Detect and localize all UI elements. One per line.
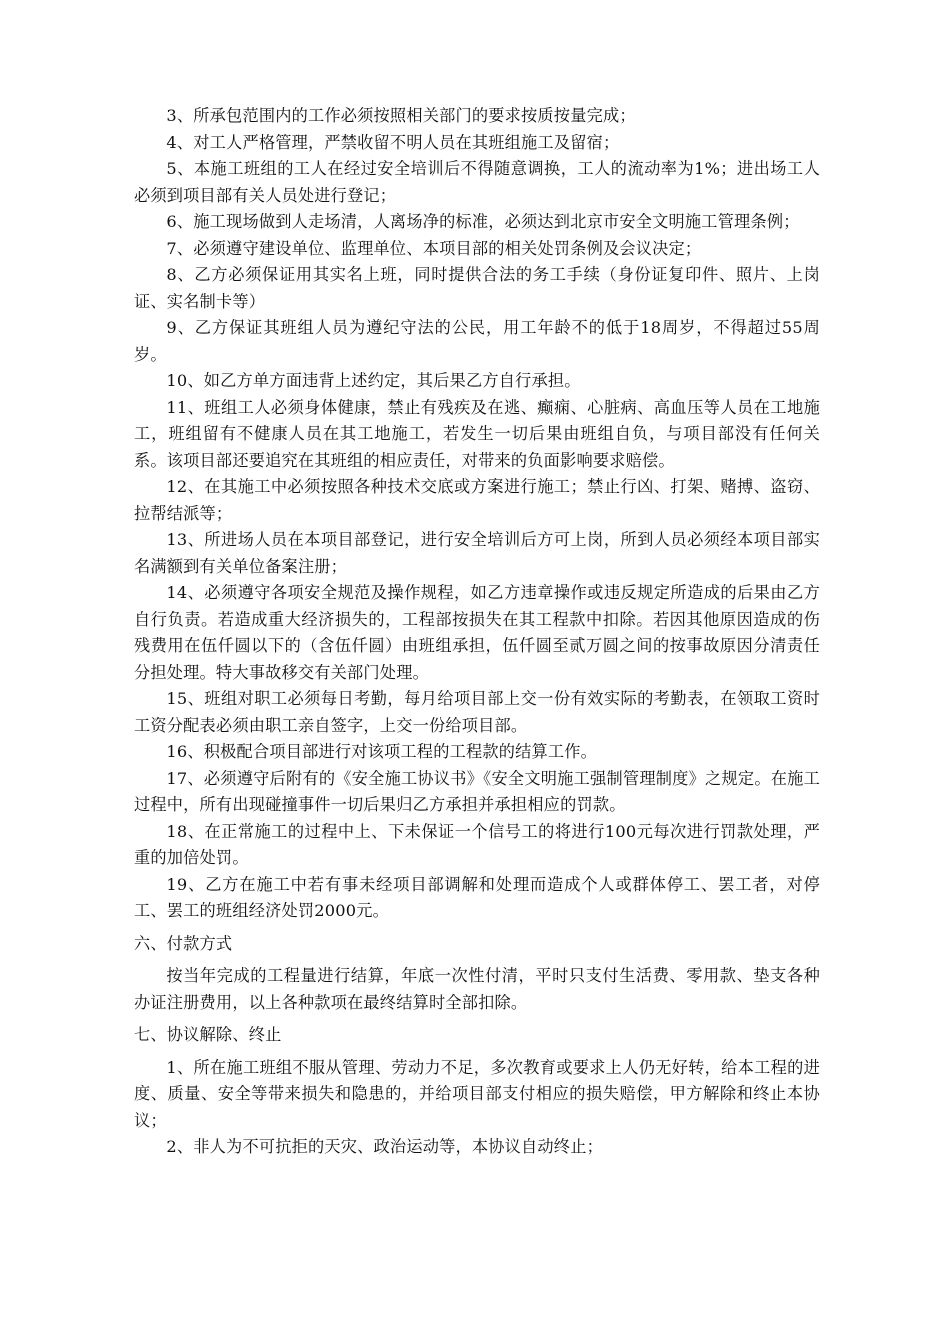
- clause-6: 6、施工现场做到人走场清，人离场净的标准，必须达到北京市安全文明施工管理条例；: [166, 212, 800, 231]
- section-7-clause-2: 2、非人为不可抗拒的天灾、政治运动等，本协议自动终止；: [166, 1137, 603, 1156]
- clause-3: 3、所承包范围内的工作必须按照相关部门的要求按质按量完成；: [166, 106, 636, 125]
- section-7-heading: 七、协议解除、终止: [134, 1025, 282, 1044]
- clause-9: 9、乙方保证其班组人员为遵纪守法的公民，用工年龄不的低于18周岁，不得超过55周岁。: [134, 318, 820, 364]
- clause-7: 7、必须遵守建设单位、监理单位、本项目部的相关处罚条例及会议决定；: [166, 238, 702, 258]
- clause-18: 18、在正常施工的过程中上、下未保证一个信号工的将进行100元每次进行罚款处理，严重的加倍处罚。: [134, 821, 820, 867]
- clause-12: 12、在其施工中必须按照各种技术交底或方案进行施工；禁止行凶、打架、赌搏、盗窃、拉帮结派等；: [134, 477, 820, 523]
- clause-13: 13、所进场人员在本项目部登记，进行安全培训后方可上岗，所到人员必须经本项目部实名满额到有关单位备案注册；: [134, 530, 820, 576]
- clause-14: 14、必须遵守各项安全规范及操作规程，如乙方违章操作或违反规定所造成的后果由乙方自行负责。若造成重大经济损失的，工程部按损失在其工程款中扣除。若因其他原因造成的伤残费用在伍仟圆以下的（含伍仟圆）由班组承担，伍仟圆至贰万圆之间的按事故原因分清责任分担处理。特大事故移交有关部门处理。: [134, 583, 820, 682]
- document-body: [134, 103, 820, 1161]
- clause-8: 8、乙方必须保证用其实名上班，同时提供合法的务工手续（身份证复印件、照片、上岗证、实名制卡等）: [134, 265, 820, 311]
- clause-15: 15、班组对职工必须每日考勤，每月给项目部上交一份有效实际的考勤表，在领取工资时工资分配表必须由职工亲自签字，上交一份给项目部。: [134, 689, 820, 735]
- clause-5: 5、本施工班组的工人在经过安全培训后不得随意调换，工人的流动率为1%；进出场工人必须到项目部有关人员处进行登记；: [134, 159, 820, 205]
- clause-19: 19、乙方在施工中若有事未经项目部调解和处理而造成个人或群体停工、罢工者，对停工、罢工的班组经济处罚2000元。: [134, 874, 820, 920]
- section-6-text: 按当年完成的工程量进行结算，年底一次性付清，平时只支付生活费、零用款、垫支各种办证注册费用，以上各种款项在最终结算时全部扣除。: [134, 966, 820, 1012]
- clause-4: 4、对工人严格管理，严禁收留不明人员在其班组施工及留宿；: [166, 132, 620, 152]
- section-7-clause-1: 1、所在施工班组不服从管理、劳动力不足，多次教育或要求上人仍无好转，给本工程的进度、质量、安全等带来损失和隐患的，并给项目部支付相应的损失赔偿，甲方解除和终止本协议；: [134, 1057, 820, 1130]
- clause-16: 16、积极配合项目部进行对该项工程的工程款的结算工作。: [166, 742, 598, 761]
- clause-17: 17、必须遵守后附有的《安全施工协议书》《安全文明施工强制管理制度》之规定。在施工过程中，所有出现碰撞事件一切后果归乙方承担并承担相应的罚款。: [134, 768, 820, 814]
- clause-11: 11、班组工人必须身体健康，禁止有残疾及在逃、癫痫、心脏病、高血压等人员在工地施工，班组留有不健康人员在其工地施工，若发生一切后果由班组自负，与项目部没有任何关系。该项目部还要追究在其班组的相应责任，对带来的负面影响要求赔偿。: [134, 397, 820, 470]
- section-6-heading: 六、付款方式: [134, 933, 233, 953]
- clause-10: 10、如乙方单方面违背上述约定，其后果乙方自行承担。: [166, 371, 581, 390]
